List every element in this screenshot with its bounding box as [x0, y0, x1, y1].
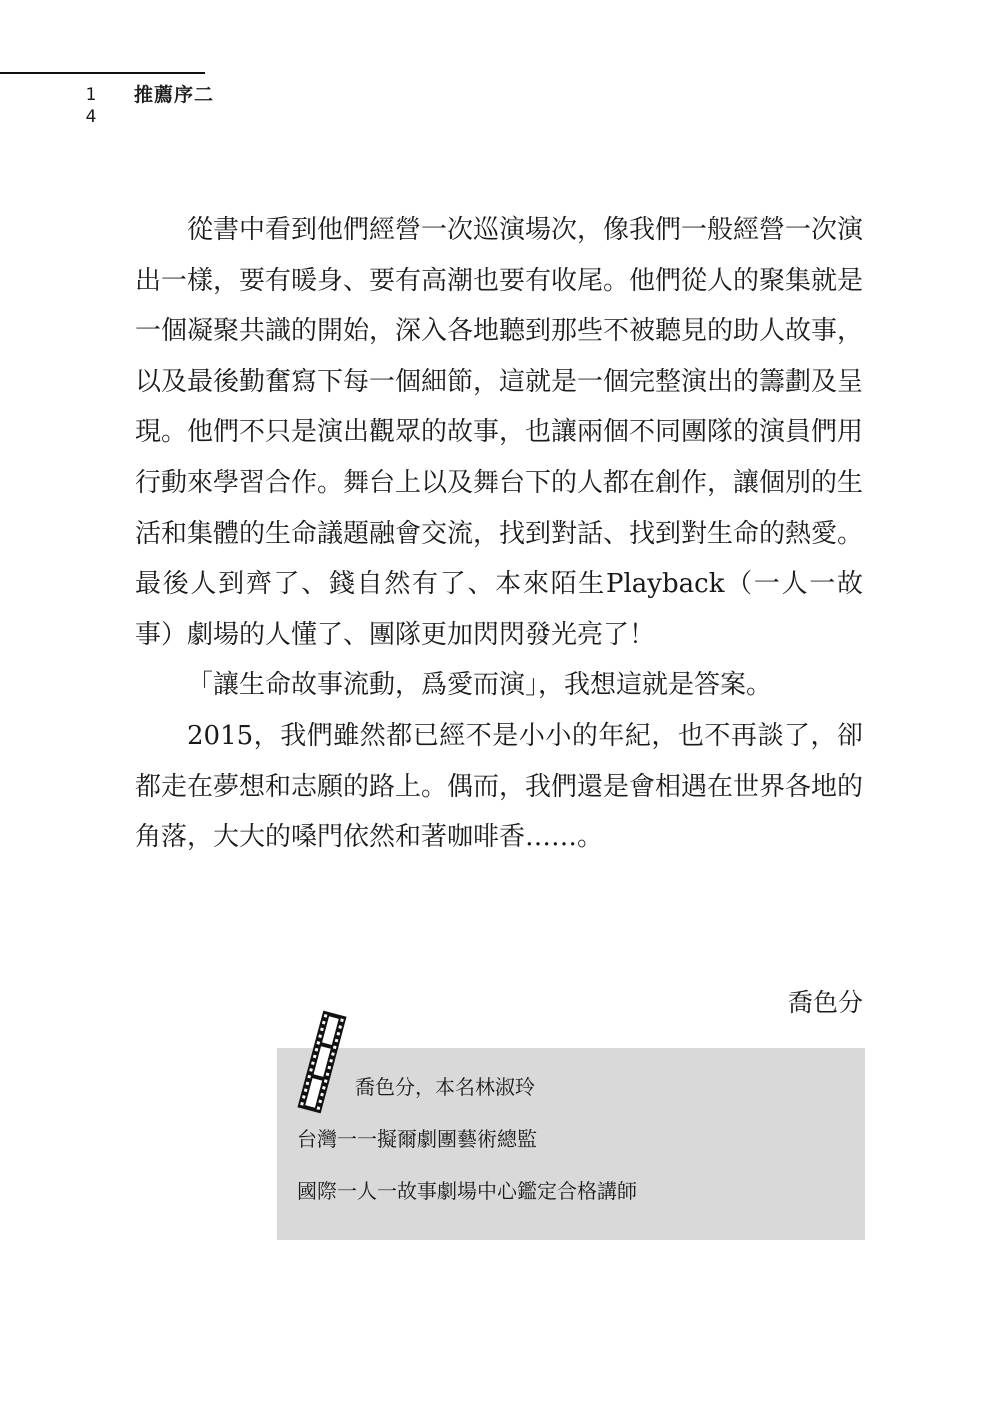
body-paragraph: 從書中看到他們經營一次巡演場次，像我們一般經營一次演出一樣，要有暖身、要有高潮也要有收尾。他們從人的聚集就是一個凝聚共識的開始，深入各地聽到那些不被聽見的助人故事，以及最後勤奮寫下每一個細節，這就是一個完整演出的籌劃及呈現。他們不只是演出觀眾的故事，也讓兩個不同團隊的演員們用行動來學習合作。舞台上以及舞台下的人都在創作，讓個別的生活和集體的生命議題融會交流，找到對話、找到對生命的熱愛。最後人到齊了、錢自然有了、本來陌生Playback（一人一故事）劇場的人懂了、團隊更加閃閃發光亮了！	[135, 215, 864, 650]
bio-role-line: 台灣一一擬爾劇團藝術總監	[297, 1127, 537, 1151]
bio-name-line: 喬色分，本名林淑玲	[355, 1075, 535, 1099]
page-number	[80, 84, 102, 128]
author-signature: 喬色分	[787, 988, 863, 1017]
body-paragraph: 「讓生命故事流動，爲愛而演」，我想這就是答案。	[187, 670, 773, 701]
page-number-digit: 4	[85, 107, 97, 127]
header-rule	[0, 72, 205, 74]
running-header-title: 推薦序二	[134, 84, 215, 106]
body-text	[135, 205, 863, 863]
body-paragraph: 2015，我們雖然都已經不是小小的年紀，也不再談了，卻都走在夢想和志願的路上。偶而，我們還是會相遇在世界各地的角落，大大的嗓門依然和著咖啡香……。	[135, 720, 864, 853]
bio-role-line: 國際一人一故事劇場中心鑑定合格講師	[297, 1179, 637, 1203]
page-number-digit: 1	[85, 85, 97, 105]
film-strip-icon	[292, 1010, 352, 1114]
